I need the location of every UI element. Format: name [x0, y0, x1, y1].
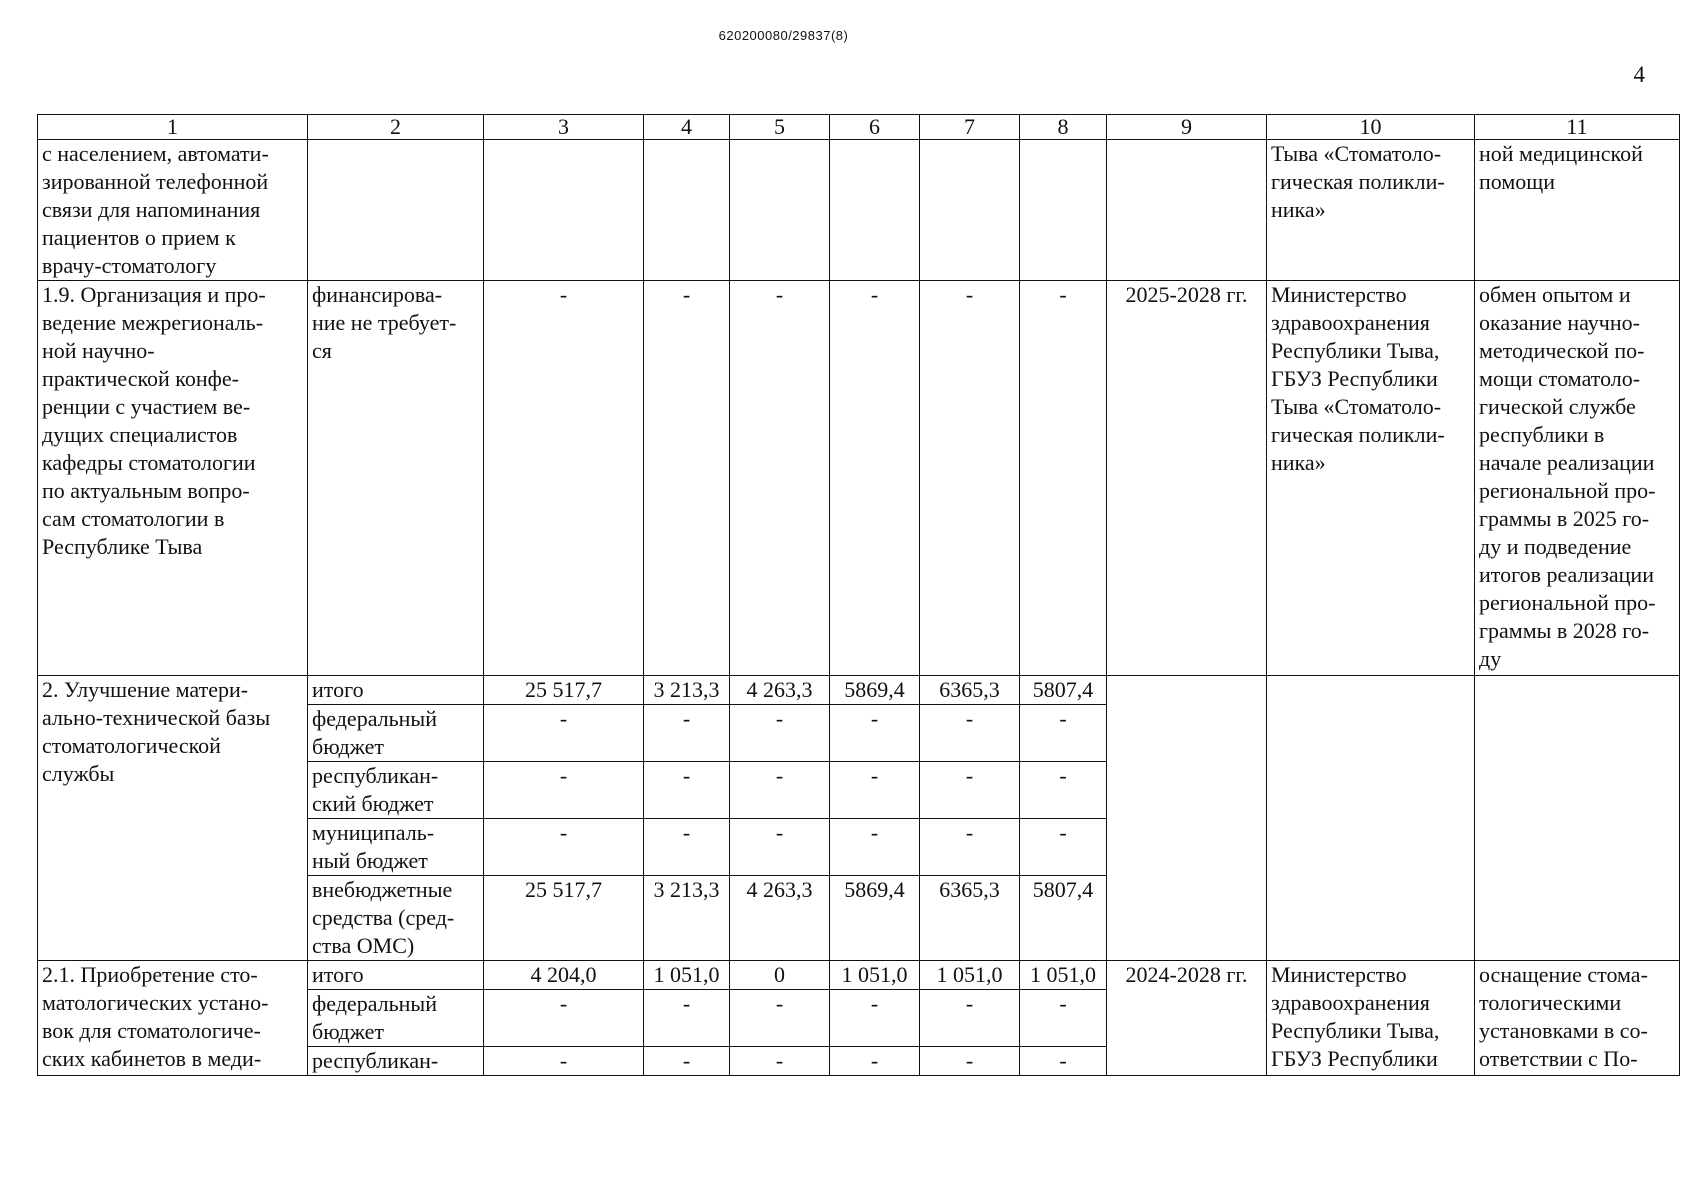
- empty-cell: [484, 140, 644, 281]
- value-cell: -: [1020, 819, 1107, 876]
- value-cell: 25 517,7: [484, 876, 644, 961]
- column-number: 1: [38, 115, 308, 140]
- value-cell: 5869,4: [830, 876, 920, 961]
- table-row: [38, 676, 1680, 705]
- value-cell: -: [920, 762, 1020, 819]
- measure-name-cell: 2.1. Приобретение сто- матологических устано- вок для стоматологиче- ских кабинетов в меди-: [38, 961, 308, 1076]
- value-cell: -: [920, 819, 1020, 876]
- empty-cell: [644, 140, 730, 281]
- result-cell: ной медицинской помощи: [1475, 140, 1680, 281]
- value-cell: 3 213,3: [644, 676, 730, 705]
- value-cell: -: [644, 990, 730, 1047]
- responsible-cell: Министерство здравоохранения Республики Тыва, ГБУЗ Республики: [1267, 961, 1475, 1076]
- empty-cell: [730, 140, 830, 281]
- value-cell: -: [730, 990, 830, 1047]
- value-cell: -: [830, 819, 920, 876]
- value-cell: 3 213,3: [644, 876, 730, 961]
- value-cell: 5807,4: [1020, 676, 1107, 705]
- funding-source-cell: итого: [308, 676, 484, 705]
- result-cell: оснащение стома- тологическими установками в со- ответствии с По-: [1475, 961, 1680, 1076]
- value-cell: -: [484, 819, 644, 876]
- funding-source-cell: федеральный бюджет: [308, 990, 484, 1047]
- value-cell: -: [730, 281, 830, 676]
- responsible-cell: Тыва «Стоматоло- гическая поликли- ника»: [1267, 140, 1475, 281]
- empty-cell: [1107, 140, 1267, 281]
- funding-source-cell: муниципаль- ный бюджет: [308, 819, 484, 876]
- value-cell: 1 051,0: [830, 961, 920, 990]
- empty-cell: [1475, 676, 1680, 961]
- column-number: 10: [1267, 115, 1475, 140]
- value-cell: 4 263,3: [730, 876, 830, 961]
- funding-source-cell: внебюджетные средства (сред- ства ОМС): [308, 876, 484, 961]
- empty-cell: [920, 140, 1020, 281]
- measure-name-cell: 1.9. Организация и про- ведение межрегиональ- ной научно- практической конфе- ренции с участием ве- дущих специалистов кафедры стоматологии по актуальным вопро- сам стоматологии в Республике Тыва: [38, 281, 308, 676]
- value-cell: -: [730, 705, 830, 762]
- value-cell: -: [920, 281, 1020, 676]
- value-cell: -: [1020, 705, 1107, 762]
- value-cell: 5807,4: [1020, 876, 1107, 961]
- value-cell: -: [830, 990, 920, 1047]
- empty-cell: [1267, 676, 1475, 961]
- value-cell: -: [644, 1047, 730, 1076]
- value-cell: -: [484, 1047, 644, 1076]
- result-cell: обмен опытом и оказание научно- методической по- мощи стоматоло- гической службе республики в начале реализации региональной про- граммы в 2025 го- ду и подведение итогов реализации региональной про- граммы в 2028 го- ду: [1475, 281, 1680, 676]
- value-cell: 25 517,7: [484, 676, 644, 705]
- column-number: 7: [920, 115, 1020, 140]
- period-cell: 2025-2028 гг.: [1107, 281, 1267, 676]
- value-cell: 6365,3: [920, 876, 1020, 961]
- value-cell: 4 204,0: [484, 961, 644, 990]
- empty-cell: [830, 140, 920, 281]
- column-number-row: [38, 115, 1680, 140]
- empty-cell: [308, 140, 484, 281]
- empty-cell: [1107, 676, 1267, 961]
- value-cell: -: [644, 705, 730, 762]
- value-cell: -: [644, 819, 730, 876]
- value-cell: -: [730, 1047, 830, 1076]
- value-cell: -: [644, 281, 730, 676]
- value-cell: -: [730, 819, 830, 876]
- column-number: 3: [484, 115, 644, 140]
- value-cell: -: [830, 1047, 920, 1076]
- value-cell: -: [830, 705, 920, 762]
- document-id: 620200080/29837(8): [718, 28, 849, 43]
- value-cell: -: [920, 1047, 1020, 1076]
- value-cell: -: [1020, 281, 1107, 676]
- value-cell: 4 263,3: [730, 676, 830, 705]
- period-cell: 2024-2028 гг.: [1107, 961, 1267, 1076]
- funding-source-cell: финансирова- ние не требует- ся: [308, 281, 484, 676]
- measures-table: [37, 114, 1680, 1076]
- value-cell: 6365,3: [920, 676, 1020, 705]
- value-cell: -: [920, 705, 1020, 762]
- funding-source-cell: республикан- ский бюджет: [308, 762, 484, 819]
- value-cell: -: [484, 990, 644, 1047]
- column-number: 5: [730, 115, 830, 140]
- column-number: 2: [308, 115, 484, 140]
- value-cell: 5869,4: [830, 676, 920, 705]
- value-cell: -: [1020, 1047, 1107, 1076]
- column-number: 11: [1475, 115, 1680, 140]
- value-cell: -: [830, 762, 920, 819]
- value-cell: -: [730, 762, 830, 819]
- table-row: [38, 961, 1680, 990]
- value-cell: 1 051,0: [644, 961, 730, 990]
- column-number: 9: [1107, 115, 1267, 140]
- value-cell: -: [484, 281, 644, 676]
- value-cell: -: [484, 705, 644, 762]
- column-number: 4: [644, 115, 730, 140]
- funding-source-cell: федеральный бюджет: [308, 705, 484, 762]
- responsible-cell: Министерство здравоохранения Республики Тыва, ГБУЗ Республики Тыва «Стоматоло- гическая поликли- ника»: [1267, 281, 1475, 676]
- value-cell: -: [830, 281, 920, 676]
- funding-source-cell: итого: [308, 961, 484, 990]
- funding-source-cell: республикан-: [308, 1047, 484, 1076]
- table-row: [38, 140, 1680, 281]
- value-cell: 1 051,0: [1020, 961, 1107, 990]
- column-number: 8: [1020, 115, 1107, 140]
- table-row: [38, 281, 1680, 676]
- empty-cell: [1020, 140, 1107, 281]
- measure-name-cell: с населением, автомати- зированной телефонной связи для напоминания пациентов о прием к врачу-стоматологу: [38, 140, 308, 281]
- measure-name-cell: 2. Улучшение матери- ально-технической базы стоматологической службы: [38, 676, 308, 961]
- value-cell: -: [920, 990, 1020, 1047]
- value-cell: -: [484, 762, 644, 819]
- column-number: 6: [830, 115, 920, 140]
- value-cell: -: [1020, 762, 1107, 819]
- value-cell: -: [1020, 990, 1107, 1047]
- value-cell: 0: [730, 961, 830, 990]
- value-cell: 1 051,0: [920, 961, 1020, 990]
- value-cell: -: [644, 762, 730, 819]
- page-number: 4: [1633, 62, 1645, 87]
